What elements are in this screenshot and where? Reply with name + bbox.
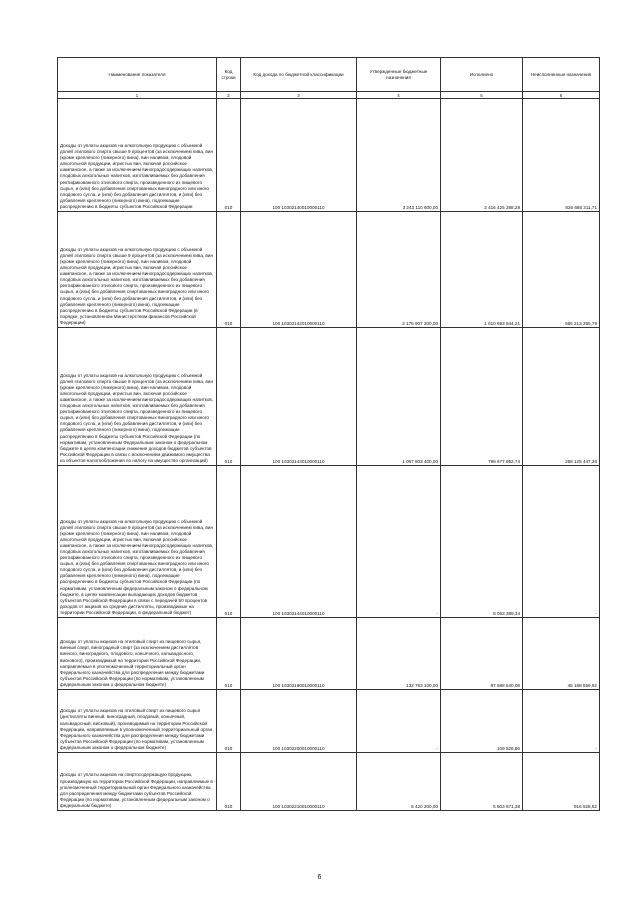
table-row <box>58 690 600 753</box>
table-row <box>58 753 600 811</box>
page-number: 6 <box>317 874 322 881</box>
indicator-name: Доходы от уплаты акцизов на алкогольную продукцию с объемной долей этилового спирта свыше 9 процентов (за исключением пива, вин (кроме крепленого (ликерного) вина), вин наливом, плодовой алкогольной продукции, игристых вин, включая российское шампанское, а также за исключением виноградосодержащих напитков, плодовых алкогольных напитков, изготавливаемых без добавления ректификованного этилового спирта, произведенного из пищевого сырья, и (или) без добавления спиртованных виноградного или иного плодового сусла, и (или) без добавления дистиллятов, и (или) без добавления крепленого (ликерного) вина), подлежащие распределению в бюджеты субъектов Российской Федерации (по нормативам, установленным Федеральным законом о федеральном бюджете в целях компенсации снижения доходов бюджетов субъектов Российской Федерации в связи с исключением движимого имущества из объектов налогообложения по налогу на имущество организаций) <box>58 328 217 466</box>
header-unexecuted-appropriations: Неисполненные назначения <box>523 58 600 92</box>
header-executed: Исполнено <box>441 58 523 92</box>
column-number: 6 <box>523 92 600 99</box>
executed-amount: 87 588 540,08 <box>441 618 523 690</box>
column-number: 1 <box>58 92 217 99</box>
line-code: 010 <box>217 690 241 753</box>
table-row <box>58 328 600 466</box>
classification-code: 100 10302142010000110 <box>241 212 357 328</box>
approved-amount: - <box>357 690 441 753</box>
header-budget-classification-code: Код дохода по бюджетной классификации <box>241 58 357 92</box>
classification-code: 100 10302143010000110 <box>241 328 357 466</box>
unexecuted-amount: 268 125 447,26 <box>523 328 600 466</box>
header-row <box>58 58 600 92</box>
table-row <box>58 618 600 690</box>
executed-amount: 6 053 389,34 <box>441 466 523 618</box>
indicator-name: Доходы от уплаты акцизов на алкогольную продукцию с объемной долей этилового спирта свыше 9 процентов (за исключением пива, вин (кроме крепленого (ликерного) вина), вин наливом, плодовой алкогольной продукции, игристых вин, включая российское шампанское, а также за исключением виноградосодержащих напитков, плодовых алкогольных напитков, изготавливаемых без добавления ректификованного этилового спирта, произведенного из пищевого сырья, и (или) без добавления спиртованных виноградного или иного плодового сусла, и (или) без добавления дистиллятов, и (или) без добавления крепленого (ликерного) вина), подлежащие распределению в бюджеты субъектов Российской Федерации (в порядке, установленном Министерством финансов Российской Федерации) <box>58 212 217 328</box>
column-number: 3 <box>241 92 357 99</box>
budget-execution-table <box>57 57 600 811</box>
unexecuted-amount: - <box>523 466 600 618</box>
unexecuted-amount: 45 188 559,92 <box>523 618 600 690</box>
unexecuted-amount: - <box>523 690 600 753</box>
column-number: 5 <box>441 92 523 99</box>
unexecuted-amount: 826 685 311,71 <box>523 99 600 212</box>
classification-code: 100 10302140010000110 <box>241 99 357 212</box>
approved-amount: 3 243 110 600,00 <box>357 99 441 212</box>
approved-amount: - <box>357 466 441 618</box>
indicator-name: Доходы от уплаты акцизов на алкогольную продукцию с объемной долей этилового спирта свыше 9 процентов (за исключением пива, вин (кроме крепленого (ликерного) вина), вин наливом, плодовой алкогольной продукции, игристых вин, включая российское шампанское, а также за исключением виноградосодержащих напитков, плодовых алкогольных напитков, изготавливаемых без добавления ректификованного этилового спирта, произведенного из пищевого сырья, и (или) без добавления спиртованных виноградного или иного плодового сусла, и (или) без добавления дистиллятов, и (или) без добавления крепленого (ликерного) вина), подлежащие распределению в бюджеты субъектов Российской Федерации (по нормативам, установленным федеральным законом о федеральном бюджете, в целях компенсации выпадающих доходов бюджетов субъектов Российской Федерации в связи с передачей 50 процентов доходов от акцизов на средние дистилляты, производимые на территории Российской Федерации, в федеральный бюджет) <box>58 466 217 618</box>
approved-amount: 1 067 803 400,00 <box>357 328 441 466</box>
executed-amount: 2 416 425 288,29 <box>441 99 523 212</box>
executed-amount: 109 526,86 <box>441 690 523 753</box>
executed-amount: 5 503 671,38 <box>441 753 523 811</box>
table-row <box>58 212 600 328</box>
approved-amount: 132 783 100,00 <box>357 618 441 690</box>
line-code: 010 <box>217 328 241 466</box>
indicator-name: Доходы от уплаты акцизов на алкогольную продукцию с объемной долей этилового спирта свыше 9 процентов (за исключением пива, вин (кроме крепленого (ликерного) вина), вин наливом, плодовой алкогольной продукции, игристых вин, включая российское шампанское, а также за исключением виноградосодержащих напитков, плодовых алкогольных напитков, изготавливаемых без добавления ректификованного этилового спирта, произведенного из пищевого сырья, и (или) без добавления спиртованных виноградного или иного плодового сусла, и (или) без добавления дистиллятов, и (или) без добавления крепленого (ликерного) вина), подлежащие распределению в бюджеты субъектов Российской Федерации <box>58 99 217 212</box>
executed-amount: 1 610 693 944,21 <box>441 212 523 328</box>
approved-amount: 2 175 907 200,00 <box>357 212 441 328</box>
column-number: 2 <box>217 92 241 99</box>
line-code: 010 <box>217 618 241 690</box>
line-code: 010 <box>217 466 241 618</box>
header-line-code: Код строки <box>217 58 241 92</box>
indicator-name: Доходы от уплаты акцизов на спиртосодержащую продукцию, производимую на территории Российской Федерации, направляемые в уполномоченный территориальный орган Федерального казначейства для распределения между бюджетами субъектов Российской Федерации (по нормативам, установленным федеральным законом о федеральном бюджете) <box>58 753 217 811</box>
indicator-name: Доходы от уплаты акцизов на этиловый спирт из пищевого сырья (дистилляты винный, виноградный, плодовый, коньячный, кальвадосный, висковый), производимый на территории Российской Федерации, направляемые в уполномоченный территориальный орган Федерального казначейства для распределения между бюджетами субъектов Российской Федерации (по нормативам, установленным федеральным законом о федеральном бюджете) <box>58 690 217 753</box>
header-approved-appropriations: Утвержденные бюджетные назначения <box>357 58 441 92</box>
classification-code: 100 10302190010000110 <box>241 618 357 690</box>
approved-amount: 6 420 200,00 <box>357 753 441 811</box>
classification-code: 100 10302200010000110 <box>241 690 357 753</box>
table-row <box>58 466 600 618</box>
executed-amount: 799 677 952,74 <box>441 328 523 466</box>
indicator-name: Доходы от уплаты акцизов на этиловый спирт из пищевого сырья, винный спирт, виноградный спирт (за исключением дистиллятов винного, виноградного, плодового, коньячного, кальвадосного, вискового), производимый на территории Российской Федерации, направляемые в уполномоченный территориальный орган Федерального казначейства для распределения между бюджетами субъектов Российской Федерации (по нормативам, установленным федеральным законом о федеральном бюджете) <box>58 618 217 690</box>
header-indicator-name: Наименование показателя <box>58 58 217 92</box>
line-code: 010 <box>217 212 241 328</box>
unexecuted-amount: 916 528,62 <box>523 753 600 811</box>
column-number-row <box>58 92 600 99</box>
classification-code: 100 10302210010000110 <box>241 753 357 811</box>
line-code: 010 <box>217 99 241 212</box>
classification-code: 100 10302144010000110 <box>241 466 357 618</box>
table-row <box>58 99 600 212</box>
line-code: 010 <box>217 753 241 811</box>
unexecuted-amount: 565 213 255,79 <box>523 212 600 328</box>
column-number: 4 <box>357 92 441 99</box>
